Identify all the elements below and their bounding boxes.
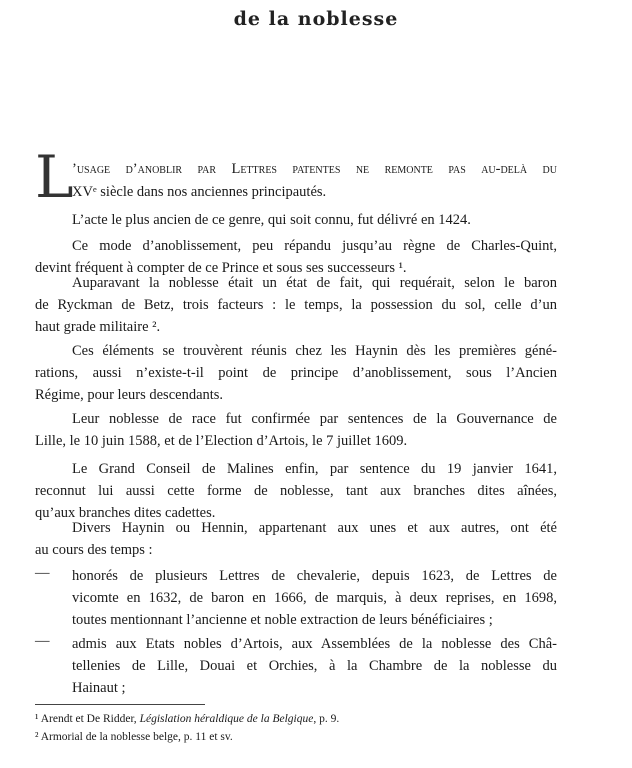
- paragraph-7: [35, 458, 557, 524]
- footnote-title: Législation héraldique de la Belgique: [139, 713, 314, 725]
- footnote-1: [35, 711, 339, 727]
- text-line: Auparavant la noblesse était un état de fait, qui requérait, selon le baron: [72, 275, 557, 291]
- paragraph-1: [72, 158, 557, 180]
- text-line: admis aux Etats nobles d’Artois, aux Assemblées de la noblesse des Châ-: [72, 636, 557, 652]
- footnote-number: ²: [35, 731, 39, 743]
- text-line: Régime, pour leurs descendants.: [35, 387, 224, 403]
- text-line: au cours des temps :: [35, 542, 153, 558]
- text-line: Ce mode d’anoblissement, peu répandu jusqu’au règne de Charles-Quint,: [72, 238, 557, 254]
- list-dash: —: [35, 565, 50, 581]
- page-title: de la noblesse: [233, 8, 399, 30]
- text-line: ’usage d’anoblir par Lettres patentes ne remonte pas au-delà du: [72, 161, 557, 177]
- text-line: XVᵉ siècle dans nos anciennes principautés.: [72, 184, 327, 200]
- text-line: qu’aux branches dites cadettes.: [35, 505, 216, 521]
- text-line: tellenies de Lille, Douai et Orchies, à la Chambre de la noblesse du: [72, 658, 557, 674]
- text-line: Hainaut ;: [72, 680, 126, 696]
- footnote-tail: , p. 9.: [313, 713, 340, 725]
- text-line: de Ryckman de Betz, trois facteurs : le temps, la possession du sol, celle d’un: [35, 297, 557, 313]
- text-line: Lille, le 10 juin 1588, et de l’Election d’Artois, le 7 juillet 1609.: [35, 433, 408, 449]
- paragraph-2: [72, 209, 527, 231]
- text-line: vicomte en 1632, de baron en 1666, de marquis, à deux reprises, en 1698,: [72, 590, 557, 606]
- footnote-text: Armorial de la noblesse belge, p. 11 et sv.: [40, 731, 233, 743]
- footnote-text: Arendt et De Ridder,: [40, 713, 140, 725]
- text-line: Le Grand Conseil de Malines enfin, par sentence du 19 janvier 1641,: [72, 461, 557, 477]
- list-dash: —: [35, 633, 50, 649]
- list-item-2: [72, 633, 557, 699]
- paragraph-4: [35, 272, 557, 338]
- paragraph-8: [35, 517, 557, 561]
- list-item-1: [72, 565, 557, 631]
- text-line: Ces éléments se trouvèrent réunis chez les Haynin dès les premières géné-: [72, 343, 557, 359]
- text-line: honorés de plusieurs Lettres de chevalerie, depuis 1623, de Lettres de: [72, 568, 557, 584]
- footnote-divider: [35, 704, 205, 705]
- text-line: rations, aussi n’existe-t-il point de principe d’anoblissement, sous l’Ancien: [35, 365, 557, 381]
- text-line: Divers Haynin ou Hennin, appartenant aux unes et aux autres, ont été: [72, 520, 557, 536]
- text-line: devint fréquent à compter de ce Prince et sous ses successeurs ¹.: [35, 260, 407, 276]
- footnote-number: ¹: [35, 713, 39, 725]
- paragraph-6: [35, 408, 557, 452]
- text-line: Leur noblesse de race fut confirmée par sentences de la Gouvernance de: [72, 411, 557, 427]
- drop-cap: L: [35, 143, 74, 211]
- text-line: haut grade militaire ².: [35, 319, 161, 335]
- text-line: reconnut lui aussi cette forme de noblesse, tant aux branches dites aînées,: [35, 483, 557, 499]
- text-line: toutes mentionnant l’ancienne et noble extraction de leurs bénéficiaires ;: [72, 612, 493, 628]
- paragraph-1-line-2: [72, 181, 372, 203]
- footnote-2: [35, 729, 233, 745]
- text-line: L’acte le plus ancien de ce genre, qui soit connu, fut délivré en 1424.: [72, 212, 471, 228]
- paragraph-5: [35, 340, 557, 406]
